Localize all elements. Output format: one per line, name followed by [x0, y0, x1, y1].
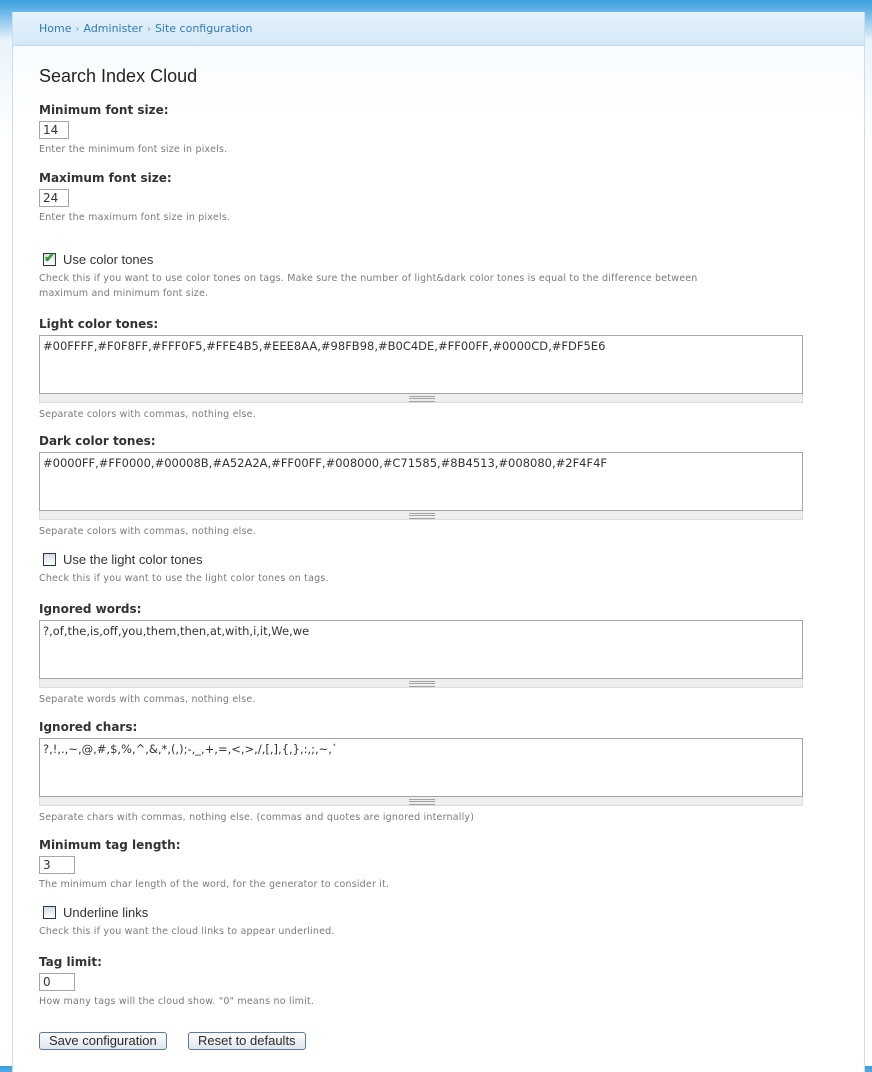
ignored-chars-item [39, 719, 809, 825]
underline-links-item [39, 905, 809, 939]
textarea-resize-grip[interactable] [39, 394, 803, 403]
light-color-tones-description: Separate colors with commas, nothing else. [39, 409, 256, 420]
use-light-tones-option[interactable] [39, 552, 809, 568]
use-light-tones-checkbox[interactable] [43, 553, 56, 566]
ignored-words-description: Separate words with commas, nothing else. [39, 694, 256, 705]
min-font-size-label: Minimum font size: [39, 103, 169, 117]
textarea-resize-grip[interactable] [39, 797, 803, 806]
breadcrumb-separator: › [146, 24, 151, 35]
min-tag-length-input[interactable] [39, 856, 75, 874]
dark-color-tones-label: Dark color tones: [39, 434, 156, 448]
use-light-tones-description: Check this if you want to use the light color tones on tags. [39, 573, 329, 584]
checkmark-icon: ✔ [44, 250, 55, 265]
underline-links-checkbox[interactable] [43, 906, 56, 919]
breadcrumb-separator: › [75, 24, 80, 35]
min-font-size-input[interactable] [39, 121, 69, 139]
max-font-size-item [39, 170, 809, 225]
ignored-chars-description: Separate chars with commas, nothing else. (commas and quotes are ignored internally) [39, 812, 475, 823]
page-title: Search Index Cloud [39, 66, 198, 86]
min-font-size-description: Enter the minimum font size in pixels. [39, 144, 228, 155]
ignored-words-item [39, 601, 809, 707]
underline-links-description: Check this if you want the cloud links to appear underlined. [39, 926, 335, 937]
min-tag-length-item [39, 837, 809, 892]
breadcrumb-administer[interactable]: Administer [83, 22, 143, 35]
breadcrumb-home[interactable]: Home [39, 22, 72, 35]
dark-color-tones-description: Separate colors with commas, nothing else. [39, 526, 256, 537]
min-font-size-item [39, 102, 809, 157]
use-light-tones-label: Use the light color tones [63, 552, 203, 567]
underline-links-label: Underline links [63, 905, 149, 920]
breadcrumb [13, 12, 864, 46]
ignored-chars-label: Ignored chars: [39, 720, 138, 734]
use-color-tones-checkbox[interactable] [43, 250, 56, 266]
use-light-tones-item [39, 552, 809, 586]
max-font-size-label: Maximum font size: [39, 171, 172, 185]
save-configuration-button[interactable]: Save configuration [39, 1032, 167, 1050]
light-color-tones-textarea[interactable]: #00FFFF,#F0F8FF,#FFF0F5,#FFE4B5,#EEE8AA,#98FB98,#B0C4DE,#FF00FF,#0000CD,#FDF5E6 [39, 335, 803, 394]
dark-color-tones-textarea[interactable]: #0000FF,#FF0000,#00008B,#A52A2A,#FF00FF,#008000,#C71585,#8B4513,#008080,#2F4F4F [39, 452, 803, 511]
min-tag-length-label: Minimum tag length: [39, 838, 181, 852]
breadcrumb-site-configuration[interactable]: Site configuration [154, 22, 253, 35]
underline-links-option[interactable] [39, 905, 809, 921]
dark-color-tones-item [39, 433, 809, 539]
light-color-tones-label: Light color tones: [39, 317, 159, 331]
textarea-resize-grip[interactable] [39, 511, 803, 520]
tag-limit-item [39, 954, 809, 1009]
min-tag-length-description: The minimum char length of the word, for the generator to consider it. [39, 879, 390, 890]
tag-limit-description: How many tags will the cloud show. "0" means no limit. [39, 996, 315, 1007]
use-color-tones-item [39, 252, 809, 301]
textarea-resize-grip[interactable] [39, 679, 803, 688]
use-color-tones-label: Use color tones [63, 252, 154, 267]
page-container [12, 12, 865, 1072]
max-font-size-description: Enter the maximum font size in pixels. [39, 212, 231, 223]
light-color-tones-item [39, 316, 809, 422]
reset-to-defaults-button[interactable]: Reset to defaults [188, 1032, 306, 1050]
use-color-tones-description: Check this if you want to use color tones on tags. Make sure the number of light&dark color tones is equal to the difference between maximum and minimum font size. [39, 273, 698, 299]
max-font-size-input[interactable] [39, 189, 69, 207]
ignored-words-textarea[interactable]: ?,of,the,is,off,you,them,then,at,with,i,it,We,we [39, 620, 803, 679]
tag-limit-input[interactable] [39, 973, 75, 991]
use-color-tones-option[interactable] [39, 252, 809, 268]
tag-limit-label: Tag limit: [39, 955, 102, 969]
ignored-words-label: Ignored words: [39, 602, 142, 616]
ignored-chars-textarea[interactable]: ?,!,.,~,@,#,$,%,^,&,*,(,);-,_,+,=,<,>,/,[,],{,},:,;,~,` [39, 738, 803, 797]
